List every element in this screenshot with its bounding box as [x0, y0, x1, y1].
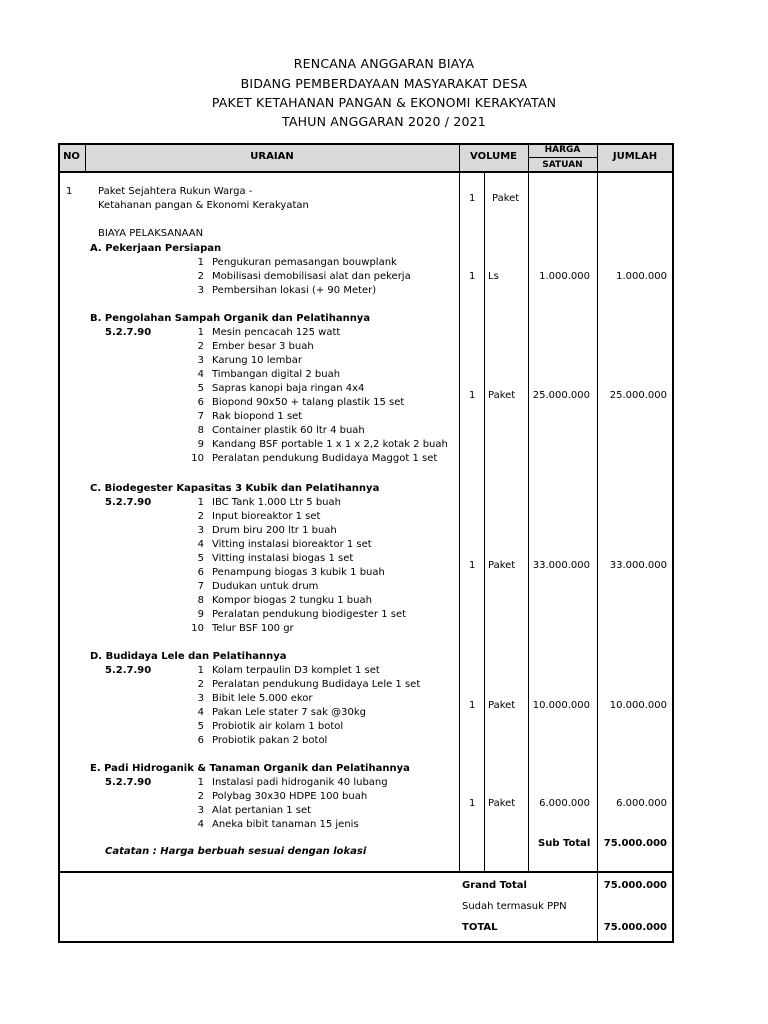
item-number: 3 — [197, 525, 204, 536]
item-description: IBC Tank 1.000 Ltr 5 buah — [212, 497, 341, 508]
item-description: Polybag 30x30 HDPE 100 buah — [212, 791, 368, 802]
item-number: 10 — [191, 623, 204, 634]
item-description: Kolam terpaulin D3 komplet 1 set — [212, 665, 380, 676]
header-uraian: URAIAN — [250, 151, 294, 162]
item-number: 8 — [197, 595, 204, 606]
item-number: 4 — [197, 369, 204, 380]
item-number: 2 — [197, 511, 204, 522]
note: Catatan : Harga berbuah sesuai dengan lokasi — [105, 846, 367, 857]
header-satuan: SATUAN — [542, 160, 583, 170]
item-description: Vitting instalasi biogas 1 set — [212, 553, 354, 564]
package-unit: Paket — [492, 193, 520, 204]
item-number: 1 — [197, 257, 204, 268]
item-description: Aneka bibit tanaman 15 jenis — [212, 819, 359, 830]
section-price: 6.000.000 — [539, 798, 590, 809]
header-no: NO — [63, 151, 80, 162]
table-left-border — [58, 143, 60, 943]
item-description: Container plastik 60 ltr 4 buah — [212, 425, 365, 436]
item-description: Pembersihan lokasi (+ 90 Meter) — [212, 285, 377, 296]
item-description: Bibit lele 5.000 ekor — [212, 693, 313, 704]
body-bottom-border — [58, 871, 674, 873]
ppn-label: Sudah termasuk PPN — [462, 901, 567, 912]
item-description: Ember besar 3 buah — [212, 341, 314, 352]
section-code: 5.2.7.90 — [105, 327, 152, 338]
section-unit: Paket — [488, 560, 516, 571]
item-description: Karung 10 lembar — [212, 355, 302, 366]
item-number: 3 — [197, 693, 204, 704]
section-code: 5.2.7.90 — [105, 665, 152, 676]
item-description: Rak biopond 1 set — [212, 411, 303, 422]
item-description: Pengukuran pemasangan bouwplank — [212, 257, 397, 268]
package-name-line2: Ketahanan pangan & Ekonomi Kerakyatan — [98, 200, 309, 211]
item-number: 9 — [197, 439, 204, 450]
section-total: 6.000.000 — [616, 798, 667, 809]
header-harga: HARGA — [544, 145, 581, 155]
grand-total-value: 75.000.000 — [603, 880, 667, 891]
section-code: 5.2.7.90 — [105, 777, 152, 788]
total-value: 75.000.000 — [603, 922, 667, 933]
section-total: 10.000.000 — [609, 700, 667, 711]
item-description: Probiotik pakan 2 botol — [212, 735, 328, 746]
item-number: 4 — [197, 707, 204, 718]
item-number: 3 — [197, 805, 204, 816]
section-total: 33.000.000 — [609, 560, 667, 571]
section-total: 1.000.000 — [616, 271, 667, 282]
section-unit: Ls — [488, 271, 499, 282]
item-number: 6 — [197, 567, 204, 578]
section-title: E. Padi Hidroganik & Tanaman Organik dan Pelatihannya — [90, 763, 410, 774]
item-number: 1 — [197, 497, 204, 508]
item-description: Dudukan untuk drum — [212, 581, 319, 592]
item-description: Telur BSF 100 gr — [212, 623, 294, 634]
item-number: 7 — [197, 581, 204, 592]
title-line-2: BIDANG PEMBERDAYAAN MASYARAKAT DESA — [240, 76, 528, 91]
section-qty: 1 — [469, 271, 476, 282]
section-unit: Paket — [488, 700, 516, 711]
header-volume: VOLUME — [470, 151, 517, 162]
item-description: Alat pertanian 1 set — [212, 805, 312, 816]
package-qty: 1 — [469, 193, 476, 204]
table-bottom-border — [58, 941, 674, 943]
section-qty: 1 — [469, 560, 476, 571]
volume-col-line — [459, 143, 460, 873]
section-unit: Paket — [488, 798, 516, 809]
title-line-3: PAKET KETAHANAN PANGAN & EKONOMI KERAKYATAN — [211, 95, 557, 110]
item-description: Probiotik air kolam 1 botol — [212, 721, 344, 732]
item-description: Peralatan pendukung Budidaya Lele 1 set — [212, 679, 421, 690]
item-number: 8 — [197, 425, 204, 436]
item-description: Biopond 90x50 + talang plastik 15 set — [212, 397, 405, 408]
item-description: Vitting instalasi bioreaktor 1 set — [212, 539, 372, 550]
item-description: Kompor biogas 2 tungku 1 buah — [212, 595, 372, 606]
section-qty: 1 — [469, 700, 476, 711]
section-qty: 1 — [469, 390, 476, 401]
item-number: 5 — [197, 553, 204, 564]
subtotal-value: 75.000.000 — [603, 838, 667, 849]
header-jumlah: JUMLAH — [612, 151, 658, 162]
item-number: 6 — [197, 397, 204, 408]
item-description: Instalasi padi hidroganik 40 lubang — [212, 777, 388, 788]
grand-total-label: Grand Total — [462, 880, 527, 891]
item-description: Mesin pencacah 125 watt — [212, 327, 341, 338]
table-header-bottom — [58, 171, 674, 173]
section-price: 1.000.000 — [539, 271, 590, 282]
package-name-line1: Paket Sejahtera Rukun Warga - — [98, 186, 253, 197]
item-description: Mobilisasi demobilisasi alat dan pekerja — [212, 271, 411, 282]
harga-divider — [528, 157, 597, 158]
item-description: Drum biru 200 ltr 1 buah — [212, 525, 337, 536]
biaya-label: BIAYA PELAKSANAAN — [98, 228, 204, 239]
item-number: 6 — [197, 735, 204, 746]
item-description: Kandang BSF portable 1 x 1 x 2,2 kotak 2 buah — [212, 439, 448, 450]
section-price: 10.000.000 — [532, 700, 590, 711]
unit-col-line — [484, 172, 485, 873]
item-number: 5 — [197, 383, 204, 394]
item-description: Input bioreaktor 1 set — [212, 511, 321, 522]
section-title: B. Pengolahan Sampah Organik dan Pelatihannya — [90, 313, 371, 324]
item-number: 3 — [197, 355, 204, 366]
section-total: 25.000.000 — [609, 390, 667, 401]
item-number: 4 — [197, 819, 204, 830]
item-description: Peralatan pendukung biodigester 1 set — [212, 609, 407, 620]
section-price: 33.000.000 — [532, 560, 590, 571]
item-number: 4 — [197, 539, 204, 550]
harga-col-line — [528, 143, 529, 873]
total-label: TOTAL — [462, 922, 498, 933]
item-number: 5 — [197, 721, 204, 732]
section-code: 5.2.7.90 — [105, 497, 152, 508]
section-title: C. Biodegester Kapasitas 3 Kubik dan Pelatihannya — [90, 483, 380, 494]
section-unit: Paket — [488, 390, 516, 401]
table-right-border — [672, 143, 674, 943]
section-qty: 1 — [469, 798, 476, 809]
section-title: D. Budidaya Lele dan Pelatihannya — [90, 651, 287, 662]
section-price: 25.000.000 — [532, 390, 590, 401]
item-number: 7 — [197, 411, 204, 422]
item-number: 3 — [197, 285, 204, 296]
item-number: 2 — [197, 341, 204, 352]
item-number: 1 — [197, 327, 204, 338]
no-col-line-header — [85, 143, 86, 172]
item-number: 9 — [197, 609, 204, 620]
item-number: 2 — [197, 679, 204, 690]
item-description: Sapras kanopi baja ringan 4x4 — [212, 383, 365, 394]
item-number: 1 — [197, 665, 204, 676]
item-number: 2 — [197, 791, 204, 802]
package-no: 1 — [66, 186, 73, 197]
table-top-border — [58, 143, 674, 145]
item-description: Timbangan digital 2 buah — [212, 369, 341, 380]
item-description: Penampung biogas 3 kubik 1 buah — [212, 567, 385, 578]
title-line-1: RENCANA ANGGARAN BIAYA — [293, 56, 475, 71]
item-number: 1 — [197, 777, 204, 788]
item-number: 2 — [197, 271, 204, 282]
subtotal-label: Sub Total — [538, 838, 591, 849]
section-title: A. Pekerjaan Persiapan — [90, 243, 222, 254]
item-number: 10 — [191, 453, 204, 464]
jumlah-col-line — [597, 143, 598, 943]
title-line-4: TAHUN ANGGARAN 2020 / 2021 — [282, 114, 486, 129]
item-description: Pakan Lele stater 7 sak @30kg — [212, 707, 366, 718]
item-description: Peralatan pendukung Budidaya Maggot 1 set — [212, 453, 438, 464]
